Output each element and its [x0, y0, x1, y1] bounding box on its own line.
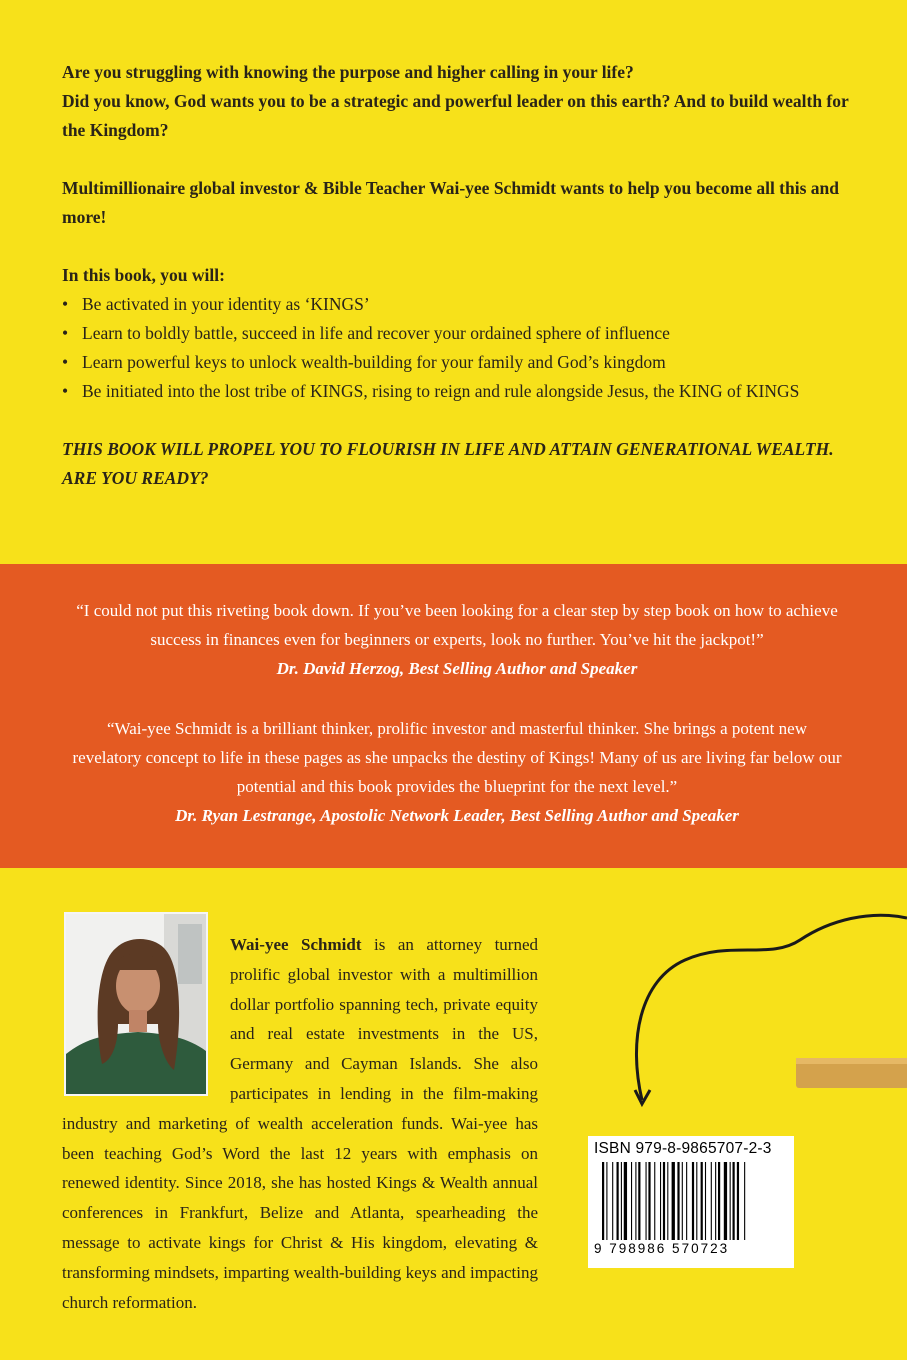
barcode-bar — [692, 1162, 694, 1240]
list-item: • Be initiated into the lost tribe of KINGS, rising to reign and rule alongside Jesus, the KING of KINGS — [62, 377, 862, 406]
intro-question: Are you struggling with knowing the purpose and higher calling in your life? — [62, 62, 634, 82]
barcode-bar — [617, 1162, 619, 1240]
barcode-bar — [635, 1162, 636, 1240]
barcode-bar — [631, 1162, 632, 1240]
barcode-bar — [744, 1162, 745, 1240]
barcode-bar — [733, 1162, 735, 1240]
barcode-bar — [667, 1162, 668, 1240]
barcode-bar — [696, 1162, 697, 1240]
intro-statement: Did you know, God wants you to be a strategic and powerful leader on this earth? And to build wealth for the Kingdom? — [62, 91, 849, 140]
decorative-arrow-and-shelf — [600, 900, 907, 1120]
barcode-bar — [682, 1162, 683, 1240]
testimonial-2 — [72, 714, 842, 830]
isbn-text: ISBN 979-8-9865707-2-3 — [594, 1140, 772, 1157]
call-to-action: THIS BOOK WILL PROPEL YOU TO FLOURISH IN LIFE AND ATTAIN GENERATIONAL WEALTH. ARE YOU READY? — [62, 439, 834, 488]
barcode-bar — [621, 1162, 622, 1240]
testimonial-1 — [72, 596, 842, 683]
barcode-bar — [663, 1162, 665, 1240]
back-cover-intro — [62, 58, 862, 493]
barcode-bar — [737, 1162, 739, 1240]
barcode-bar — [718, 1162, 720, 1240]
barcode-bar — [648, 1162, 650, 1240]
author-bio-text: is an attorney turned prolific global investor with a multimillion dollar portfolio spanning tech, private equity and real estate investments in the US, Germany and Cayman Islands. She also participates in lending in the film-making industry and marketing of wealth acceleration funds. Wai-yee has been teaching God’s Word the last 12 years with emphasis on renewed identity. Since 2018, she has hosted Kings & Wealth annual conferences in Frankfurt, Belize and Atlanta, spearheading the message to activate kings for Christ & His kingdom, elevating & transforming mindsets, imparting wealth-building keys and impacting church reformation. — [62, 935, 538, 1312]
barcode-bar — [672, 1162, 675, 1240]
barcode-bar — [715, 1162, 716, 1240]
barcode-bar — [705, 1162, 706, 1240]
barcode-bar — [711, 1162, 712, 1240]
testimonial-quote: “Wai-yee Schmidt is a brilliant thinker, prolific investor and masterful thinker. She brings a potent new revelatory concept to life in these pages as she unpacks the destiny of Kings! Many of us are living far below our potential and this book provides the blueprint for the next level.” — [72, 719, 842, 796]
benefits-list — [62, 290, 862, 406]
barcode-bar — [686, 1162, 687, 1240]
author-name: Wai-yee Schmidt — [230, 935, 362, 954]
barcode-bar — [646, 1162, 647, 1240]
barcode-bar — [602, 1162, 604, 1240]
barcode-bar — [654, 1162, 655, 1240]
testimonial-attribution: Dr. Ryan Lestrange, Apostolic Network Leader, Best Selling Author and Speaker — [175, 806, 739, 825]
testimonial-band — [0, 564, 907, 868]
testimonial-quote: “I could not put this riveting book down. If you’ve been looking for a clear step by step book on how to achieve success in finances even for beginners or experts, look no further. You’ve hit the jackpot!” — [76, 601, 838, 649]
barcode-bars — [600, 1162, 786, 1240]
intro-author-pitch: Multimillionaire global investor & Bible Teacher Wai-yee Schmidt wants to help you become all this and more! — [62, 178, 840, 227]
testimonial-attribution: Dr. David Herzog, Best Selling Author and Speaker — [276, 659, 638, 678]
author-bio — [62, 930, 538, 1317]
list-item: • Be activated in your identity as ‘KINGS’ — [62, 290, 862, 319]
barcode-bar — [638, 1162, 640, 1240]
barcode-bar — [677, 1162, 679, 1240]
barcode-bar — [612, 1162, 613, 1240]
barcode-bar — [701, 1162, 703, 1240]
list-item: • Learn powerful keys to unlock wealth-building for your family and God’s kingdom — [62, 348, 862, 377]
list-heading: In this book, you will: — [62, 265, 225, 285]
barcode-bar — [724, 1162, 727, 1240]
barcode-digits: 9 798986 570723 — [594, 1241, 730, 1256]
isbn-barcode — [588, 1136, 794, 1268]
list-item: • Learn to boldly battle, succeed in life and recover your ordained sphere of influence — [62, 319, 862, 348]
barcode-bar — [660, 1162, 661, 1240]
barcode-bar — [730, 1162, 731, 1240]
barcode-bar — [624, 1162, 627, 1240]
barcode-bar — [606, 1162, 607, 1240]
